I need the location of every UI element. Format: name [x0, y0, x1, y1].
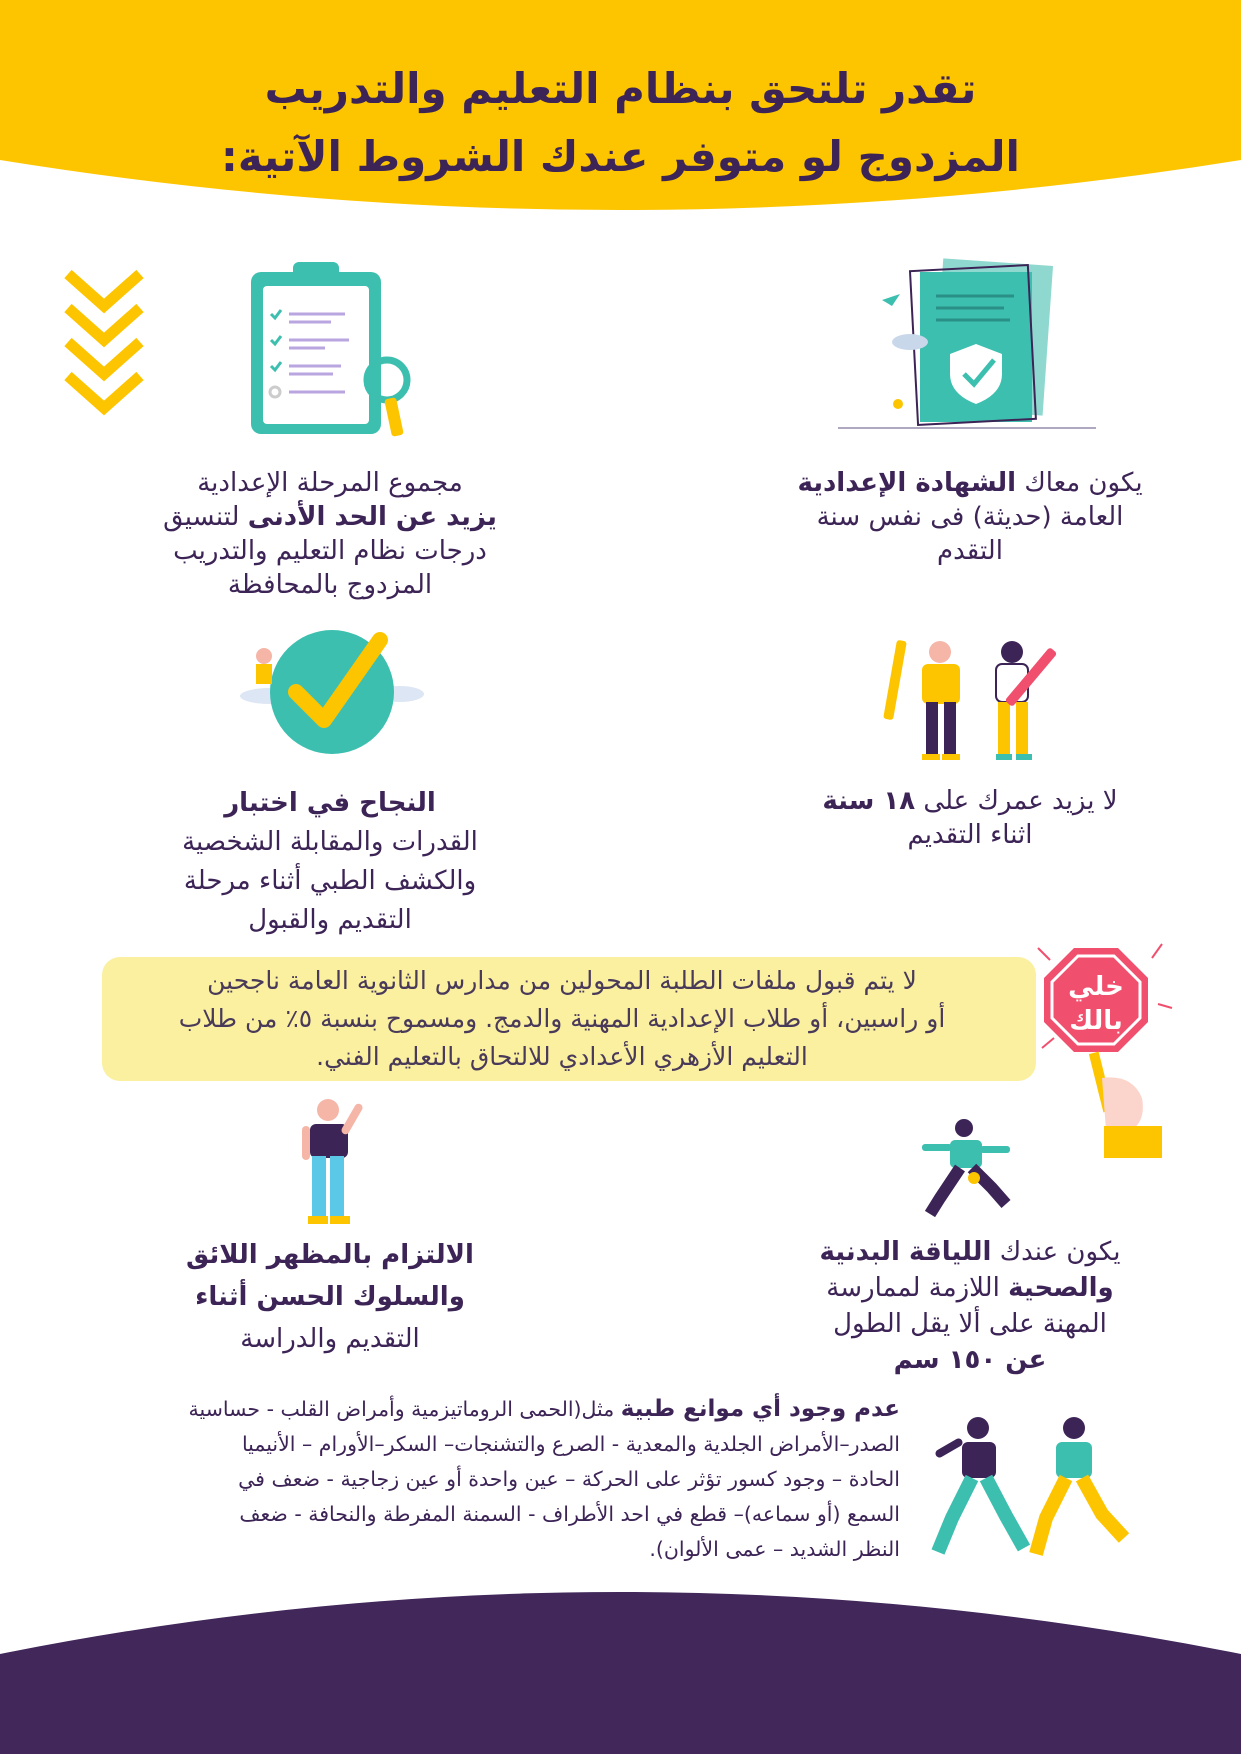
- exam-line-2: القدرات والمقابلة الشخصية: [182, 827, 478, 857]
- stop-sign-icon: [1032, 928, 1182, 1158]
- age-line-2: اثناء التقديم: [907, 820, 1033, 850]
- medical-bold: عدم وجود أي موانع طبية: [620, 1396, 900, 1422]
- stop-sign-text: [1046, 970, 1146, 1038]
- sign-line-1: خلي: [1068, 972, 1124, 1002]
- age-bold: ١٨ سنة: [822, 786, 916, 816]
- note-line-1: لا يتم قبول ملفات الطلبة المحولين من مدارس الثانوية العامة ناجحين: [207, 966, 917, 995]
- condition-age: [770, 784, 1170, 852]
- condition-fitness: [760, 1234, 1180, 1378]
- medical-line-4: السمع (أو سماعه)– قطع في احد الأطراف - السمنة المفرطة والنحافة - ضعف: [239, 1502, 900, 1526]
- medical-line-3: الحادة – وجود كسور تؤثر على الحركة – عين واحدة أو عين زجاجية - ضعف في: [238, 1467, 900, 1491]
- medical-line-5: النظر الشديد – عمى الألوان).: [649, 1537, 900, 1561]
- fitness-intro: يكون عندك: [999, 1237, 1121, 1267]
- condition-exam: [120, 784, 540, 940]
- condition-medical: [100, 1392, 900, 1567]
- certificate-intro: يكون معاك: [1024, 468, 1143, 498]
- chevrons-down-icon: [62, 268, 146, 424]
- note-line-2: أو راسبين، أو طلاب الإعدادية المهنية والدمج. ومسموح بنسبة ٥٪ من طلاب: [178, 1004, 946, 1033]
- certificate-line-2: العامة (حديثة) فى نفس سنة: [816, 502, 1124, 532]
- conduct-bold-1: الالتزام بالمظهر اللائق: [186, 1240, 474, 1270]
- age-intro: لا يزيد عمرك على: [923, 786, 1118, 816]
- students-pencils-icon: [876, 636, 1076, 766]
- fitness-bold-2: والصحية: [1008, 1273, 1114, 1303]
- certificate-shield-icon: [838, 256, 1098, 434]
- grades-line-2-rest: لتنسيق: [163, 502, 240, 532]
- footer-band: [0, 1570, 1241, 1754]
- exam-bold: النجاح في اختبار: [224, 788, 436, 818]
- fitness-line-3: المهنة على ألا يقل الطول: [833, 1309, 1107, 1339]
- fitness-bold-1: اللياقة البدنية: [819, 1237, 992, 1267]
- grades-line-1: مجموع المرحلة الإعدادية: [197, 468, 463, 498]
- medical-line-1-rest: مثل(الحمى الروماتيزمية وأمراض القلب - حساسية: [188, 1397, 615, 1421]
- condition-conduct: [120, 1234, 540, 1360]
- certificate-bold: الشهادة الإعدادية: [797, 468, 1017, 498]
- conduct-bold-2: والسلوك الحسن أثناء: [195, 1282, 465, 1312]
- condition-certificate: [760, 466, 1180, 568]
- transfer-note-text: [122, 962, 1002, 1076]
- medical-line-2: الصدر–الأمراض الجلدية والمعدية - الصرع والتشنجات– السكر–الأورام – الأنيميا: [241, 1432, 900, 1456]
- fitness-line-2-rest: اللازمة لممارسة: [826, 1273, 1000, 1303]
- exam-line-3: والكشف الطبي أثناء مرحلة: [183, 866, 477, 896]
- two-runners-icon: [928, 1414, 1138, 1564]
- fitness-bold-3: عن ١٥٠ سم: [893, 1345, 1047, 1375]
- running-person-icon: [920, 1118, 1020, 1222]
- note-line-3: التعليم الأزهري الأعدادي للالتحاق بالتعليم الفني.: [316, 1042, 808, 1071]
- page-title: [0, 55, 1241, 191]
- title-line-2: المزدوج لو متوفر عندك الشروط الآتية:: [221, 132, 1020, 181]
- grades-bold: يزيد عن الحد الأدنى: [247, 502, 497, 532]
- big-checkmark-icon: [230, 626, 430, 756]
- grades-line-4: المزدوج بالمحافظة: [227, 570, 433, 600]
- exam-line-4: التقديم والقبول: [248, 905, 412, 935]
- certificate-line-3: التقدم: [937, 536, 1003, 566]
- waving-person-icon: [280, 1096, 380, 1226]
- conduct-line-3: التقديم والدراسة: [240, 1324, 420, 1354]
- title-line-1: تقدر تلتحق بنظام التعليم والتدريب: [264, 64, 977, 113]
- grades-line-3: درجات نظام التعليم والتدريب: [173, 536, 487, 566]
- sign-line-2: بالك: [1069, 1006, 1123, 1036]
- condition-grades: [120, 466, 540, 602]
- clipboard-checklist-icon: [245, 258, 425, 438]
